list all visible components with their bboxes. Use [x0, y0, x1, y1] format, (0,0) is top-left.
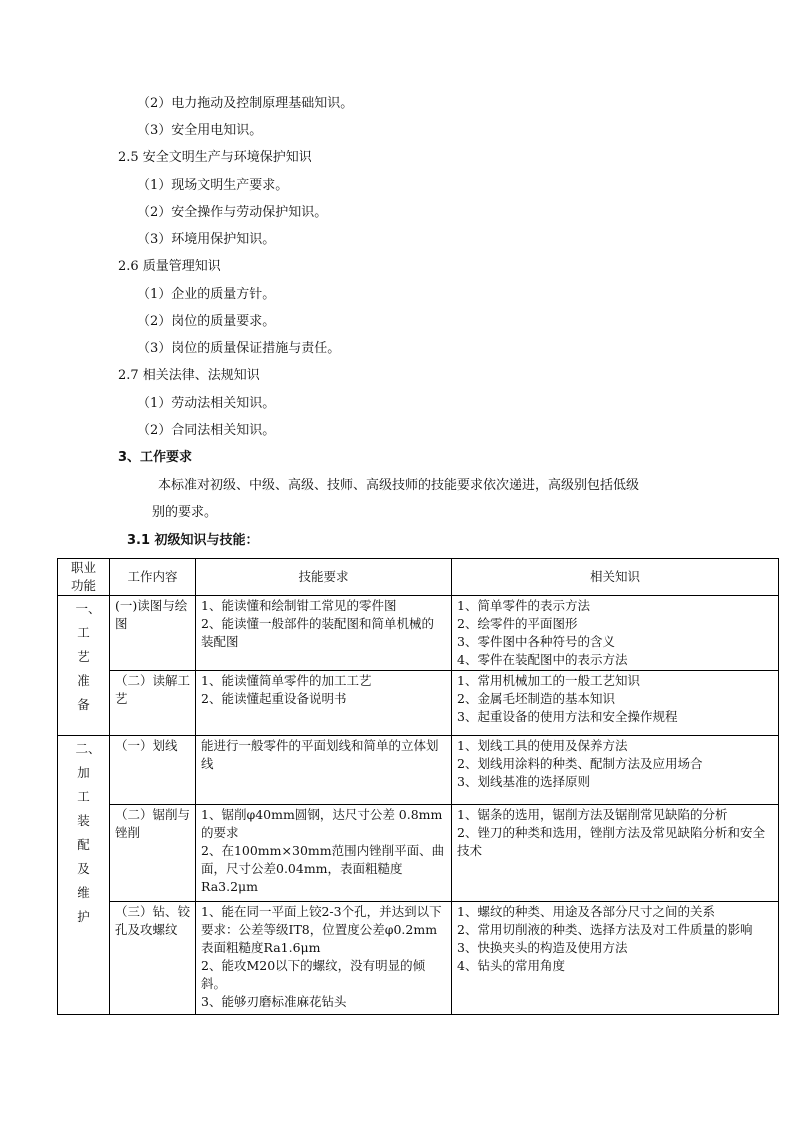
content-cell: （二）读解工艺 — [110, 671, 196, 736]
knowledge-item: 1、简单零件的表示方法 — [457, 598, 590, 613]
knowledge-item: 1、常用机械加工的一般工艺知识 — [457, 673, 640, 688]
skill-item: 1、锯削φ40mm圆钢，达尺寸公差 0.8mm的要求 — [201, 807, 443, 840]
skills-cell — [196, 596, 452, 671]
section-heading-2-7: 2.7 相关法律、法规知识 — [118, 368, 260, 383]
list-line: （3）安全用电知识。 — [137, 123, 263, 138]
skill-item: 2、能攻M20以下的螺纹，没有明显的倾斜。 — [201, 958, 426, 991]
skills-cell — [196, 902, 452, 1015]
header-knowledge: 相关知识 — [452, 559, 779, 596]
table-header-row — [58, 559, 779, 596]
list-line: （2）电力拖动及控制原理基础知识。 — [137, 96, 354, 111]
skill-item: 1、能在同一平面上铰2-3个孔，并达到以下要求：公差等级IT8，位置度公差φ0.2mm表面粗糙度Ra1.6μm — [201, 904, 442, 955]
skills-cell — [196, 805, 452, 902]
knowledge-item: 3、零件图中各种符号的含义 — [457, 634, 615, 649]
subsection-heading: 3.1 初级知识与技能： — [127, 533, 259, 548]
func-cell: 一、工艺准备 — [58, 596, 110, 736]
knowledge-item: 2、锉刀的种类和选用，锉削方法及常见缺陷分析和安全技术 — [457, 825, 765, 858]
section-heading-3: 3、工作要求 — [118, 450, 193, 465]
section-heading-2-5: 2.5 安全文明生产与环境保护知识 — [118, 150, 312, 165]
knowledge-item: 1、螺纹的种类、用途及各部分尺寸之间的关系 — [457, 904, 715, 919]
knowledge-cell — [452, 902, 779, 1015]
intro-line-1: 本标准对初级、中级、高级、技师、高级技师的技能要求依次递进，高级别包括低级 — [158, 478, 640, 493]
knowledge-item: 2、划线用涂料的种类、配制方法及应用场合 — [457, 756, 703, 771]
skills-cell — [196, 736, 452, 805]
func-cell: 二、加工装配及维护 — [58, 736, 110, 1015]
skills-table — [57, 558, 779, 1015]
section-heading-2-6: 2.6 质量管理知识 — [118, 259, 221, 274]
table-row — [58, 805, 779, 902]
intro-line-2: 别的要求。 — [152, 505, 218, 520]
knowledge-item: 2、绘零件的平面图形 — [457, 616, 578, 631]
skill-item: 2、能读懂一般部件的装配图和简单机械的装配图 — [201, 616, 434, 649]
content-cell: (一)读图与绘图 — [110, 596, 196, 671]
knowledge-item: 2、金属毛坯制造的基本知识 — [457, 691, 615, 706]
skill-item: 2、在100mm×30mm范围内锉削平面、曲面，尺寸公差0.04mm，表面粗糙度Ra3.2μm — [201, 843, 445, 894]
skill-item: 3、能够刃磨标准麻花钻头 — [201, 994, 347, 1009]
table-row — [58, 736, 779, 805]
skill-item: 能进行一般零件的平面划线和简单的立体划线 — [201, 738, 439, 771]
knowledge-item: 1、锯条的选用，锯削方法及锯削常见缺陷的分析 — [457, 807, 728, 822]
knowledge-cell — [452, 805, 779, 902]
knowledge-item: 3、起重设备的使用方法和安全操作规程 — [457, 709, 678, 724]
knowledge-cell — [452, 671, 779, 736]
header-func: 职业功能 — [58, 559, 110, 596]
list-line: （1）现场文明生产要求。 — [137, 178, 289, 193]
table-row — [58, 671, 779, 736]
knowledge-item: 4、零件在装配图中的表示方法 — [457, 652, 628, 667]
content-cell: （一）划线 — [110, 736, 196, 805]
knowledge-item: 2、常用切削液的种类、选择方法及对工件质量的影响 — [457, 922, 753, 937]
knowledge-item: 3、快换夹头的构造及使用方法 — [457, 940, 628, 955]
list-line: （2）安全操作与劳动保护知识。 — [137, 205, 328, 220]
list-line: （2）合同法相关知识。 — [137, 423, 276, 438]
list-line: （2）岗位的质量要求。 — [137, 314, 276, 329]
knowledge-item: 4、钻头的常用角度 — [457, 958, 565, 973]
knowledge-item: 1、划线工具的使用及保养方法 — [457, 738, 628, 753]
skill-item: 1、能读懂简单零件的加工工艺 — [201, 673, 372, 688]
skill-item: 1、能读懂和绘制钳工常见的零件图 — [201, 598, 397, 613]
list-line: （3）环境用保护知识。 — [137, 232, 276, 247]
table-row — [58, 596, 779, 671]
header-skills: 技能要求 — [196, 559, 452, 596]
skill-item: 2、能读懂起重设备说明书 — [201, 691, 347, 706]
list-line: （3）岗位的质量保证措施与责任。 — [137, 341, 341, 356]
skills-cell — [196, 671, 452, 736]
list-line: （1）劳动法相关知识。 — [137, 396, 276, 411]
knowledge-cell — [452, 596, 779, 671]
table-row — [58, 902, 779, 1015]
content-cell: （二）锯削与锉削 — [110, 805, 196, 902]
list-line: （1）企业的质量方针。 — [137, 287, 276, 302]
header-content: 工作内容 — [110, 559, 196, 596]
knowledge-item: 3、划线基准的选择原则 — [457, 774, 590, 789]
content-cell: （三）钻、铰孔及攻螺纹 — [110, 902, 196, 1015]
knowledge-cell — [452, 736, 779, 805]
